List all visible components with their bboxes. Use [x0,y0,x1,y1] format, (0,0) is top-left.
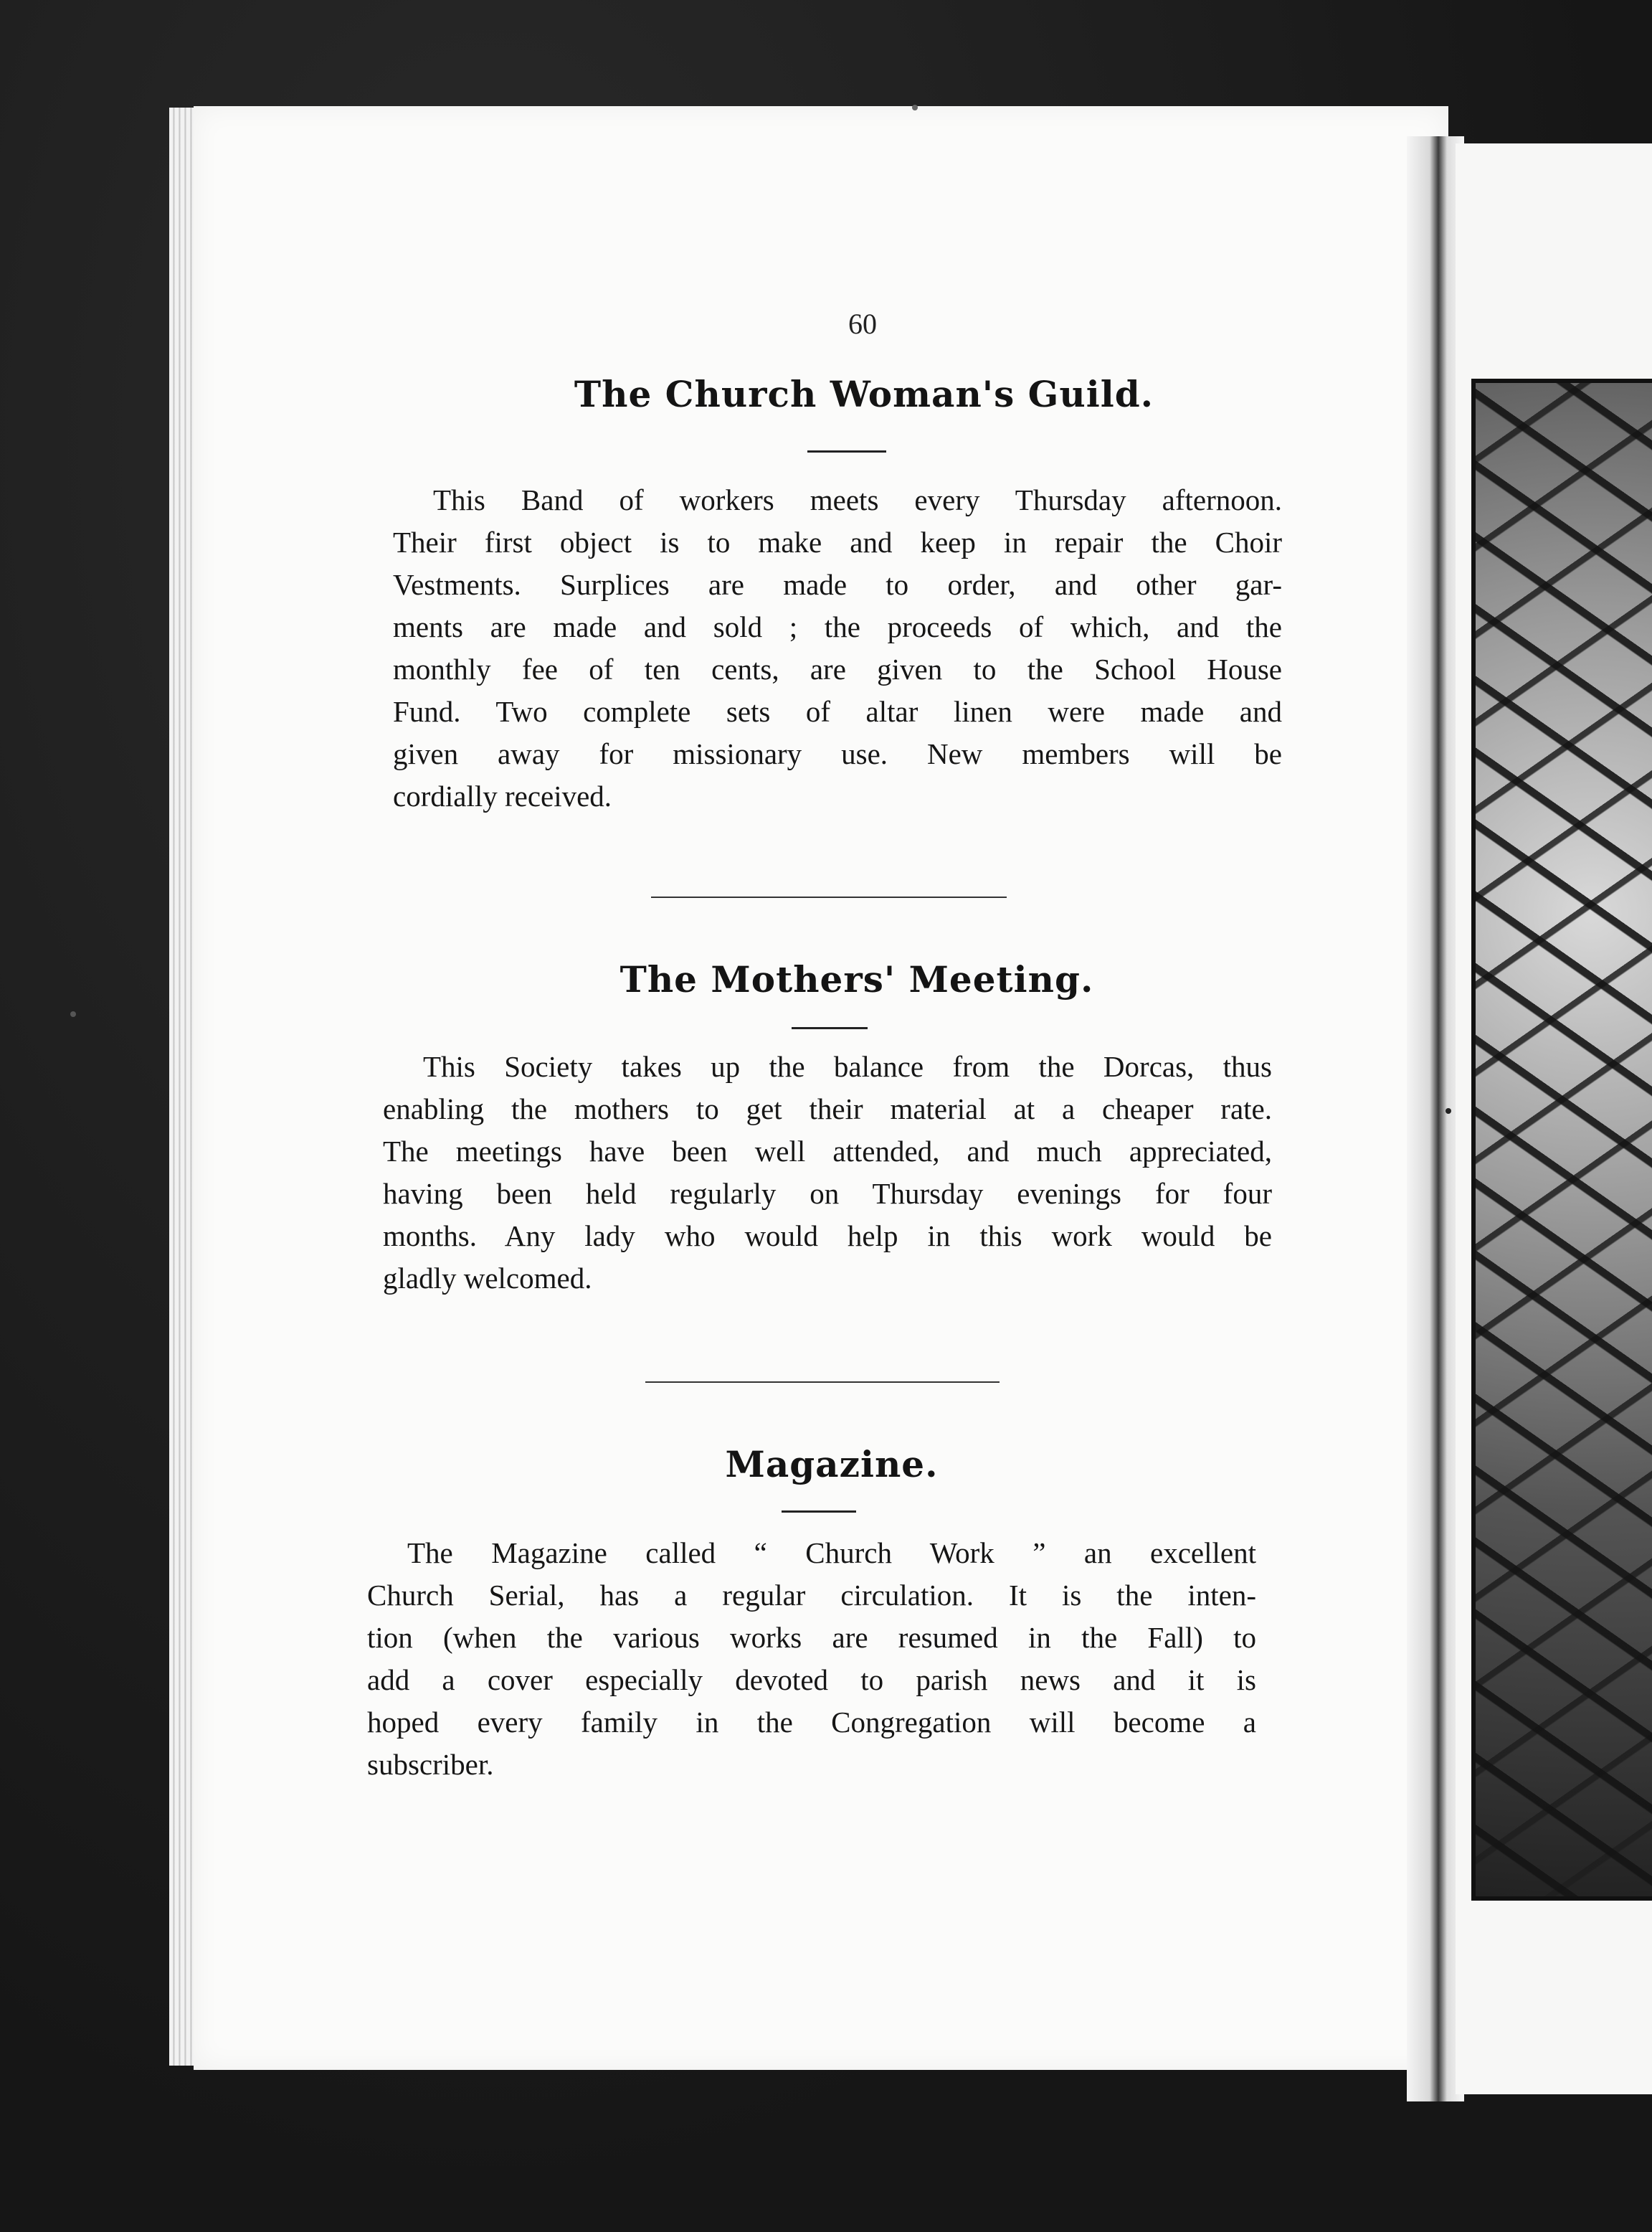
text-line: cordially received. [393,780,612,813]
text-line: Fund. Two complete sets of altar linen were made and [393,695,1282,728]
scan-speck [1446,1108,1451,1114]
text-line: add a cover especially devoted to parish news and it is [367,1663,1256,1696]
scan-speck [912,105,918,110]
section-title-guild: The Church Woman's Guild. [574,373,1154,415]
section-body-magazine [367,1532,1256,1786]
text-line: hoped every family in the Congregation will become a [367,1706,1256,1739]
text-line: months. Any lady who would help in this work would be [383,1219,1272,1252]
section-divider [645,1381,1000,1383]
title-underline [782,1510,856,1513]
section-title-mothers: The Mothers' Meeting. [620,958,1094,1001]
text-line: monthly fee of ten cents, are given to the School House [393,653,1282,686]
text-line: Vestments. Surplices are made to order, and other gar- [393,568,1282,601]
scan-speck [70,1011,76,1017]
title-underline [792,1027,868,1029]
text-line: given away for missionary use. New members will be [393,737,1282,770]
text-line: This Society takes up the balance from the Dorcas, thus [423,1050,1272,1083]
text-line: ments are made and sold ; the proceeds of which, and the [393,610,1282,643]
section-body-guild [393,479,1282,818]
text-line: Church Serial, has a regular circulation. It is the inten- [367,1579,1256,1612]
text-line: having been held regularly on Thursday evenings for four [383,1177,1272,1210]
text-line: Their first object is to make and keep in repair the Choir [393,526,1282,559]
text-line: The meetings have been well attended, and much appreciated, [383,1135,1272,1168]
text-line: gladly welcomed. [383,1262,592,1295]
text-line: The Magazine called “ Church Work ” an excellent [407,1536,1256,1569]
title-underline [807,450,886,453]
section-title-magazine: Magazine. [725,1443,939,1485]
page-number: 60 [848,308,877,340]
section-divider [651,897,1007,898]
text-line: This Band of workers meets every Thursday afternoon. [433,483,1282,516]
text-line: subscriber. [367,1748,494,1781]
text-line: tion (when the various works are resumed in the Fall) to [367,1621,1256,1654]
section-body-mothers [383,1046,1272,1300]
stained-glass-photograph [1471,379,1652,1901]
text-line: enabling the mothers to get their material at a cheaper rate. [383,1092,1272,1125]
